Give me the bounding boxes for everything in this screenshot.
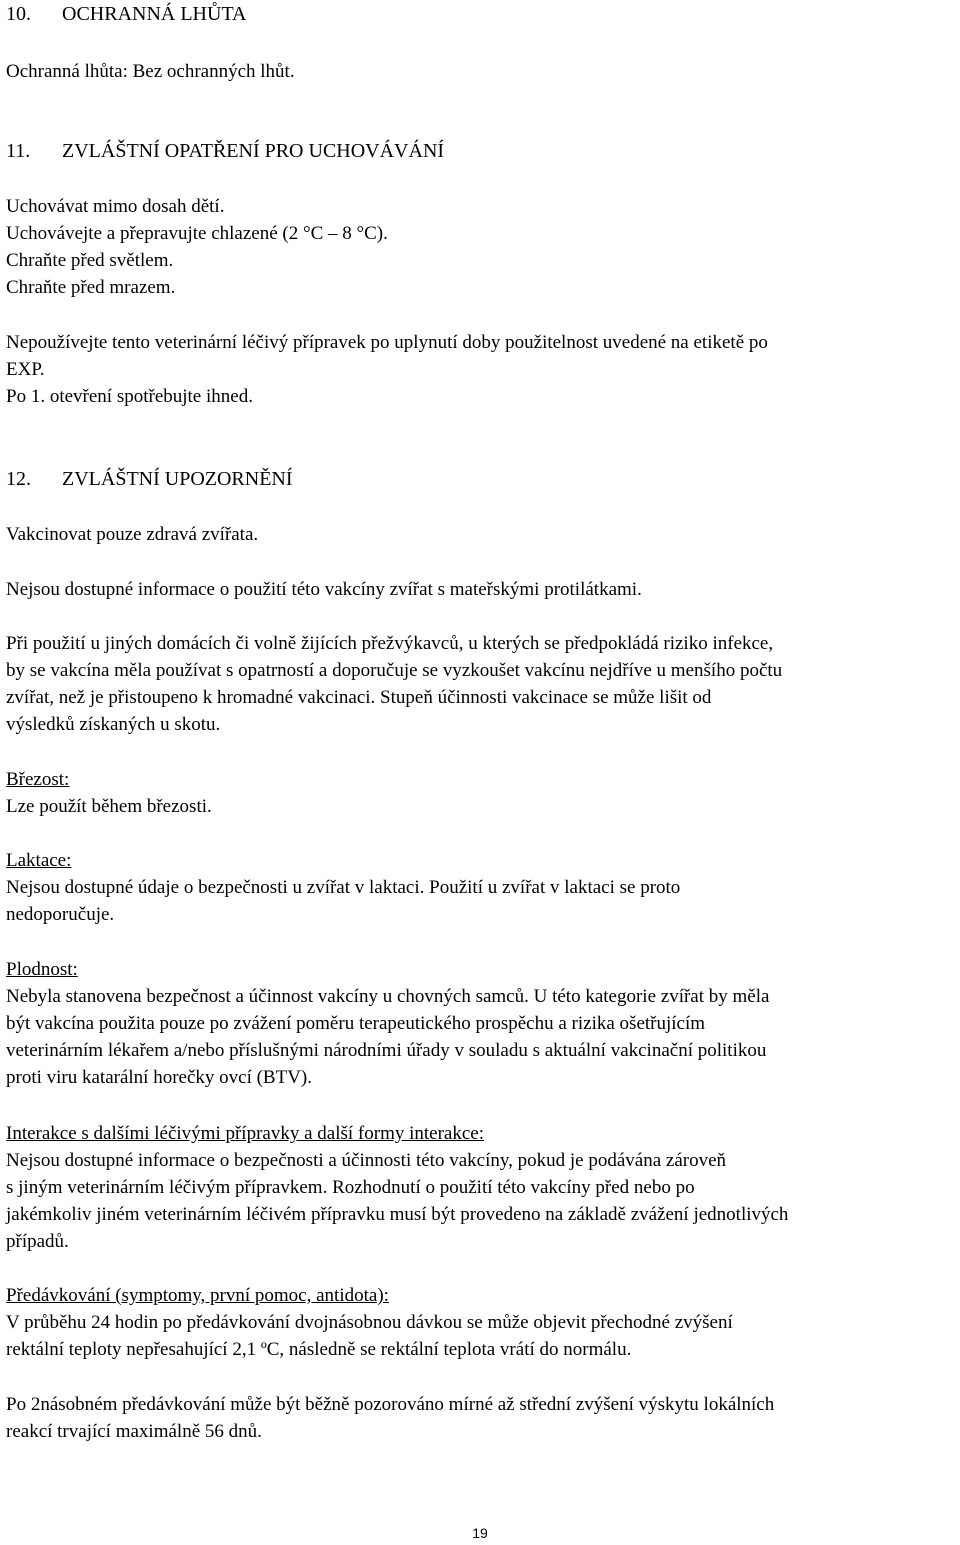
paragraph-line: veterinárním lékařem a/nebo příslušnými národními úřady v souladu s aktuální vakcinační politikou [6, 1040, 767, 1061]
paragraph-line: proti viru katarální horečky ovcí (BTV). [6, 1067, 313, 1088]
pregnancy-subsection [6, 766, 956, 820]
paragraph-line: Lze použít během březosti. [6, 796, 212, 817]
warning-paragraph-3 [6, 630, 956, 738]
paragraph-line: zvířat, než je přistoupeno k hromadné vakcinaci. Stupeň účinnosti vakcinace se může lišit od [6, 687, 712, 708]
subsection-heading: Březost: [6, 769, 70, 790]
storage-line: Uchovávejte a přepravujte chlazené (2 °C – 8 °C). [6, 223, 388, 244]
paragraph-line: jakémkoliv jiném veterinárním léčivém přípravku musí být provedeno na základě zvážení jednotlivých [6, 1204, 789, 1225]
subsection-heading: Předávkování (symptomy, první pomoc, antidota): [6, 1285, 389, 1306]
section-number: 10. [6, 3, 31, 25]
expiry-line: Po 1. otevření spotřebujte ihned. [6, 386, 253, 407]
paragraph-line: by se vakcína měla používat s opatrností a doporučuje se vyzkoušet vakcínu nejdříve u menšího počtu [6, 660, 783, 681]
subsection-heading: Laktace: [6, 850, 72, 871]
storage-line: Uchovávat mimo dosah dětí. [6, 196, 225, 217]
paragraph-line: V průběhu 24 hodin po předávkování dvojnásobnou dávkou se může objevit přechodné zvýšení [6, 1312, 733, 1333]
section-number: 12. [6, 468, 31, 490]
storage-instructions [6, 193, 956, 301]
storage-line: Chraňte před světlem. [6, 250, 174, 271]
paragraph-line: Nebyla stanovena bezpečnost a účinnost vakcíny u chovných samců. U této kategorie zvířat by měla [6, 986, 770, 1007]
section-10-heading [6, 1, 956, 28]
paragraph-line: reakcí trvající maximálně 56 dnů. [6, 1421, 262, 1442]
page-number: 19 [472, 1525, 488, 1541]
paragraph-line: nedoporučuje. [6, 904, 115, 925]
paragraph-line: Při použití u jiných domácích či volně žijících přežvýkavců, u kterých se předpokládá riziko infekce, [6, 633, 774, 654]
expiry-line: Nepoužívejte tento veterinární léčivý přípravek po uplynutí doby použitelnost uvedené na etiketě po [6, 332, 768, 353]
paragraph-line: Nejsou dostupné informace o bezpečnosti a účinnosti této vakcíny, pokud je podávána zároveň [6, 1150, 727, 1171]
section-number: 11. [6, 140, 31, 162]
section-title: OCHRANNÁ LHŮTA [62, 3, 247, 25]
overdose-local-reactions [6, 1391, 956, 1445]
storage-line: Chraňte před mrazem. [6, 277, 176, 298]
paragraph-line: být vakcína použita pouze po zvážení poměru terapeutického prospěchu a rizika ošetřujícím [6, 1013, 706, 1034]
overdose-subsection [6, 1282, 956, 1363]
paragraph-line: výsledků získaných u skotu. [6, 714, 221, 735]
section-11-heading [6, 138, 956, 165]
paragraph-line: Nejsou dostupné údaje o bezpečnosti u zvířat v laktaci. Použití u zvířat v laktaci se proto [6, 877, 681, 898]
subsection-heading: Interakce s dalšími léčivými přípravky a další formy interakce: [6, 1123, 484, 1144]
fertility-subsection [6, 956, 956, 1091]
section-title: ZVLÁŠTNÍ OPATŘENÍ PRO UCHOVÁVÁNÍ [62, 140, 445, 162]
paragraph-line: rektální teploty nepřesahující 2,1 ºC, následně se rektální teplota vrátí do normálu. [6, 1339, 632, 1360]
lactation-subsection [6, 847, 956, 928]
paragraph-line: s jiným veterinárním léčivým přípravkem. Rozhodnutí o použití této vakcíny před nebo po [6, 1177, 695, 1198]
interactions-subsection [6, 1120, 956, 1255]
section-title: ZVLÁŠTNÍ UPOZORNĚNÍ [62, 468, 293, 490]
paragraph-line: případů. [6, 1231, 69, 1252]
section-12-heading [6, 466, 956, 493]
expiry-instructions [6, 329, 956, 410]
expiry-line: EXP. [6, 359, 45, 380]
subsection-heading: Plodnost: [6, 959, 78, 980]
withdrawal-period-text: Ochranná lhůta: Bez ochranných lhůt. [6, 61, 295, 82]
warning-paragraph-2: Nejsou dostupné informace o použití této vakcíny zvířat s mateřskými protilátkami. [6, 579, 642, 600]
paragraph-line: Po 2násobném předávkování může být běžně pozorováno mírné až střední zvýšení výskytu lokálních [6, 1394, 775, 1415]
warning-paragraph-1: Vakcinovat pouze zdravá zvířata. [6, 524, 259, 545]
